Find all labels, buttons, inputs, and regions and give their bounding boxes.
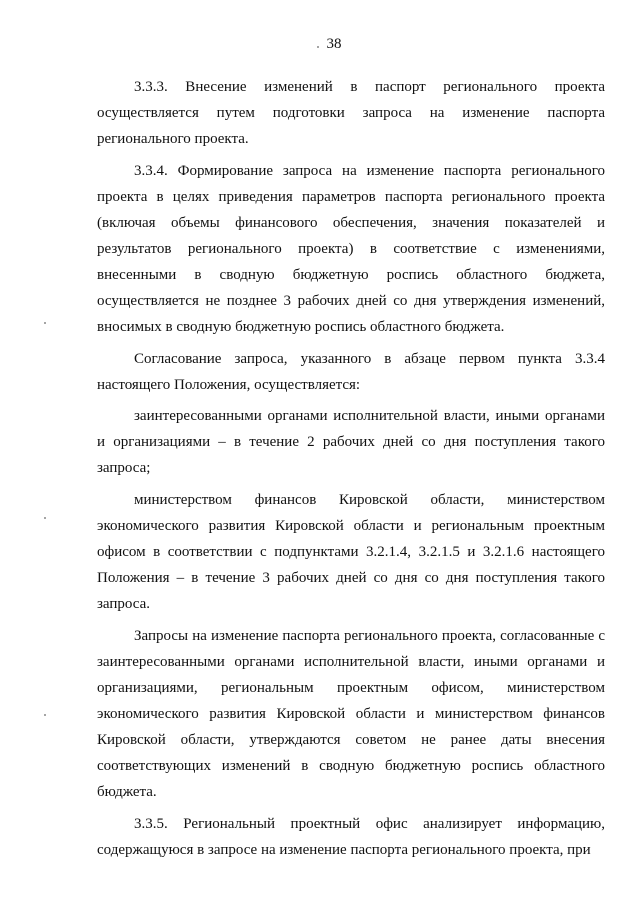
paragraph-requests-approval: Запросы на изменение паспорта регионального проекта, согласованные с заинтересованными органами исполнительной власти, иными органами и организациями, региональным проектным офисом, министерством экономического развития Кировской области и министерством финансов Кировской области, утверждаются советом не ранее даты внесения соответствующих изменений в сводную бюджетную роспись областного бюджета. [97, 628, 605, 800]
scan-speck [44, 714, 46, 716]
body-text [97, 74, 605, 863]
paragraph-3-3-5: 3.3.5. Региональный проектный офис анализирует информацию, содержащуюся в запросе на изменение паспорта регионального проекта, при [97, 816, 605, 858]
paragraph-approval-agencies: заинтересованными органами исполнительной власти, иными органами и организациями – в течение 2 рабочих дней со дня поступления такого запроса; [97, 408, 605, 476]
paragraph-3-3-3: 3.3.3. Внесение изменений в паспорт регионального проекта осуществляется путем подготовки запроса на изменение паспорта регионального проекта. [97, 79, 605, 147]
paragraph-approval-ministries: министерством финансов Кировской области, министерством экономического развития Кировской области и региональным проектным офисом в соответствии с подпунктами 3.2.1.4, 3.2.1.5 и 3.2.1.6 настоящего Положения – в течение 3 рабочих дней со дня со дня поступления такого запроса. [97, 492, 605, 612]
paragraph-3-3-4: 3.3.4. Формирование запроса на изменение паспорта регионального проекта в целях приведения параметров паспорта регионального проекта (включая объемы финансового обеспечения, значения показателей и результатов регионального проекта) в соответствие с изменениями, внесенными в сводную бюджетную роспись областного бюджета, осуществляется не позднее 3 рабочих дней со дня утверждения изменений, вносимых в сводную бюджетную роспись областного бюджета. [97, 163, 605, 335]
page-number: 38 [326, 36, 342, 52]
paragraph-approval-intro: Согласование запроса, указанного в абзаце первом пункта 3.3.4 настоящего Положения, осуществляется: [97, 351, 605, 393]
scan-speck [44, 517, 46, 519]
scan-speck [44, 322, 46, 324]
scan-speck [317, 46, 319, 48]
